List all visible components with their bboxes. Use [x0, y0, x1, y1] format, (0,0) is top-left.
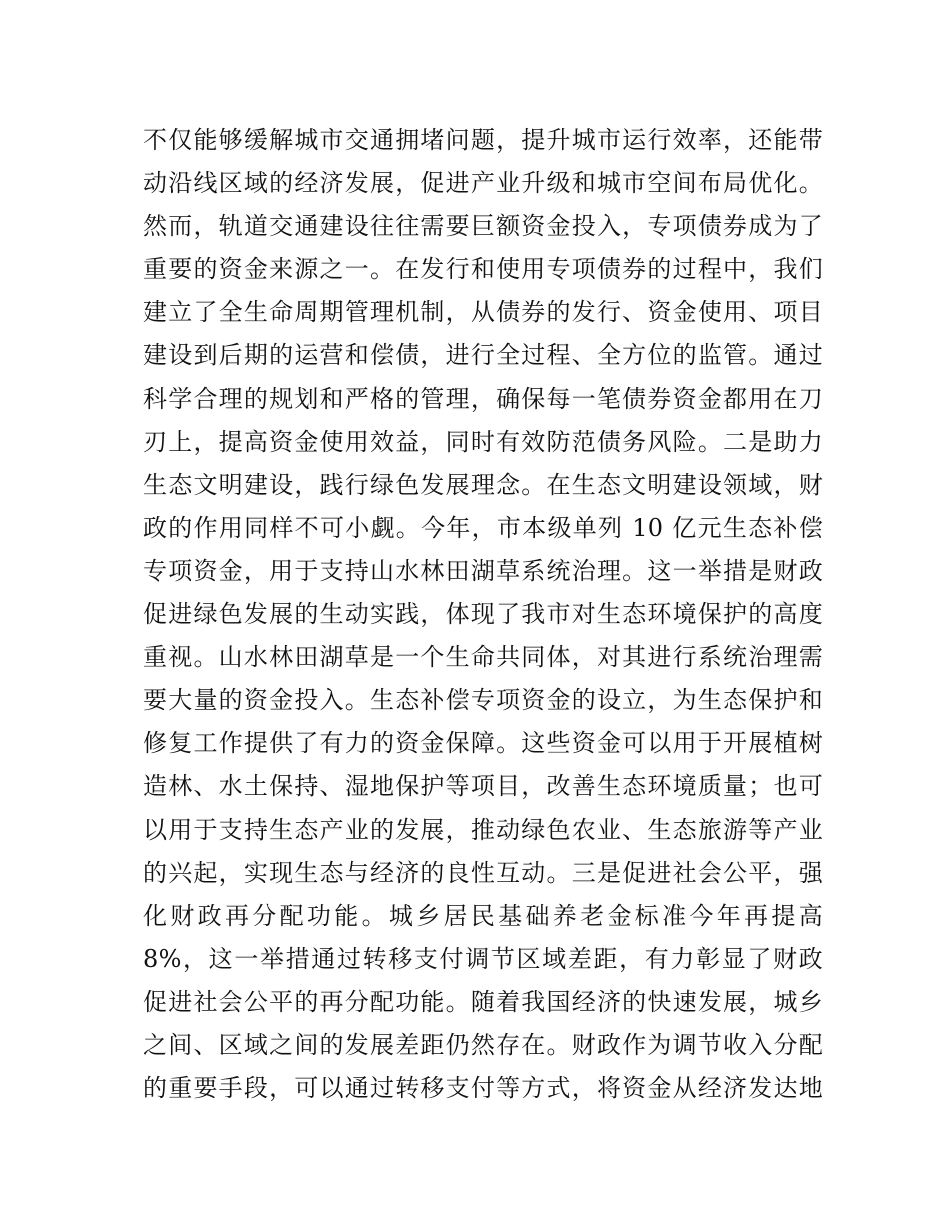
text-line: 以用于支持生态产业的发展，推动绿色农业、生态旅游等产业	[143, 815, 823, 844]
text-line: 刃上，提高资金使用效益，同时有效防范债务风险。二是助力	[143, 427, 823, 456]
text-line: 建立了全生命周期管理机制，从债券的发行、资金使用、项目	[143, 298, 823, 327]
text-line: 建设到后期的运营和偿债，进行全过程、全方位的监管。通过	[143, 341, 823, 370]
text-line: 动沿线区域的经济发展，促进产业升级和城市空间布局优化。	[143, 169, 823, 198]
text-line: 化财政再分配功能。城乡居民基础养老金标准今年再提高	[143, 901, 823, 930]
text-line: 重要的资金来源之一。在发行和使用专项债券的过程中，我们	[143, 255, 823, 284]
text-line: 之间、区域之间的发展差距仍然存在。财政作为调节收入分配	[143, 1030, 823, 1059]
text-line: 修复工作提供了有力的资金保障。这些资金可以用于开展植树	[143, 729, 823, 758]
text-line: 促进绿色发展的生动实践，体现了我市对生态环境保护的高度	[143, 600, 823, 629]
text-line: 造林、水土保持、湿地保护等项目，改善生态环境质量；也可	[143, 772, 823, 801]
text-line: 生态文明建设，践行绿色发展理念。在生态文明建设领域，财	[143, 470, 823, 499]
text-line: 重视。山水林田湖草是一个生命共同体，对其进行系统治理需	[143, 643, 823, 672]
text-line: 政的作用同样不可小觑。今年，市本级单列 10 亿元生态补偿	[143, 513, 823, 542]
text-line: 科学合理的规划和严格的管理，确保每一笔债券资金都用在刀	[143, 384, 823, 413]
text-line: 的重要手段，可以通过转移支付等方式，将资金从经济发达地	[143, 1074, 823, 1103]
body-text	[143, 119, 823, 1110]
text-line: 8%，这一举措通过转移支付调节区域差距，有力彰显了财政	[143, 944, 823, 973]
text-line: 促进社会公平的再分配功能。随着我国经济的快速发展，城乡	[143, 987, 823, 1016]
text-line: 要大量的资金投入。生态补偿专项资金的设立，为生态保护和	[143, 686, 823, 715]
text-line: 的兴起，实现生态与经济的良性互动。三是促进社会公平，强	[143, 858, 823, 887]
text-line: 专项资金，用于支持山水林田湖草系统治理。这一举措是财政	[143, 556, 823, 585]
text-line: 然而，轨道交通建设往往需要巨额资金投入，专项债券成为了	[143, 212, 823, 241]
text-line: 不仅能够缓解城市交通拥堵问题，提升城市运行效率，还能带	[143, 126, 823, 154]
